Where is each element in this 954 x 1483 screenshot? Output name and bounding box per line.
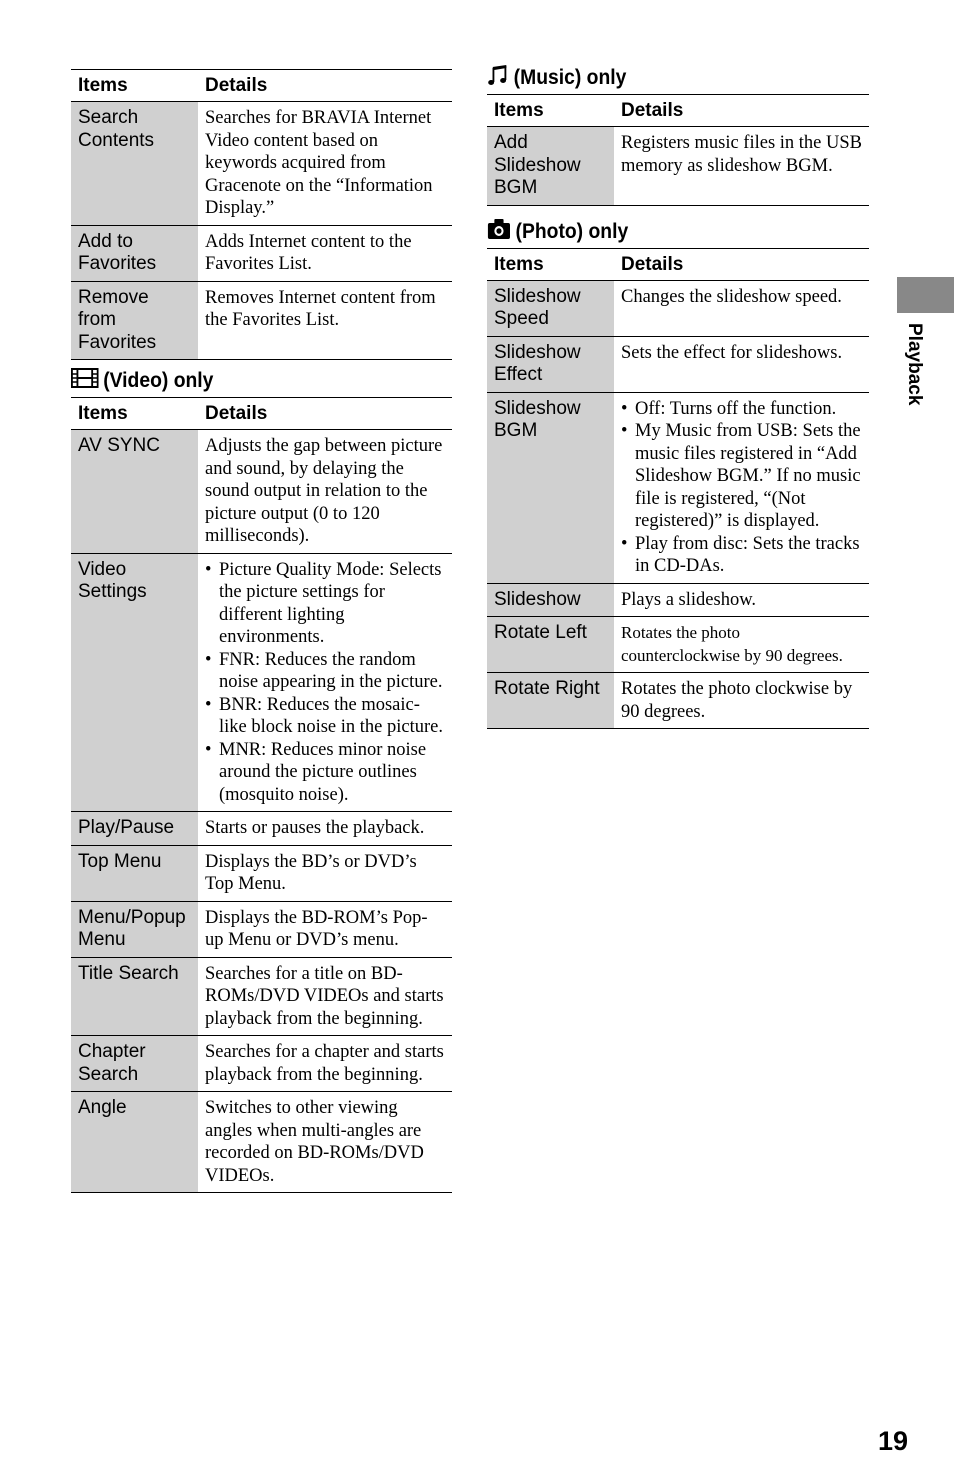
table-row (487, 127, 869, 206)
detail-cell: Adjusts the gap between picture and sound, by delaying the sound output in relation to the picture output (0 to 120 milliseconds). (205, 436, 443, 546)
table-row (487, 673, 869, 729)
item-cell: Rotate Left (487, 617, 614, 673)
detail-cell: Starts or pauses the playback. (205, 818, 425, 838)
item-cell: Title Search (71, 957, 198, 1036)
list-item: • Play from disc: Sets the tracks in CD-DAs. (621, 533, 862, 578)
table-header-row (71, 398, 452, 430)
detail-cell: Switches to other viewing angles when multi-angles are recorded on BD-ROMs/DVD VIDEOs. (205, 1098, 424, 1186)
photo-section-heading (487, 216, 838, 248)
detail-cell: Displays the BD-ROM’s Pop-up Menu or DVD’s menu. (205, 907, 428, 950)
item-cell: Slideshow Speed (487, 280, 614, 336)
detail-cell: Rotates the photo clockwise by 90 degrees. (621, 679, 853, 722)
table-row (487, 336, 869, 392)
table-row (71, 1036, 452, 1092)
music-section-title: (Music) only (513, 66, 627, 89)
list-item: • BNR: Reduces the mosaic-like block noise in the picture. (205, 694, 445, 739)
item-cell: Angle (71, 1092, 198, 1193)
table-row (71, 225, 452, 281)
chapter-tab-label (890, 322, 930, 406)
details-header: Details (621, 253, 684, 275)
left-column (71, 69, 452, 1193)
table-row (487, 583, 869, 617)
bullet-list (205, 559, 445, 807)
table-row (71, 430, 452, 554)
item-cell: Chapter Search (71, 1036, 198, 1092)
list-item: • MNR: Reduces minor noise around the picture outlines (mosquito noise). (205, 739, 445, 807)
item-cell: Remove from Favorites (71, 281, 198, 360)
detail-cell: Plays a slideshow. (621, 589, 756, 610)
item-cell: Slideshow (487, 583, 614, 617)
video-section-heading (71, 365, 422, 397)
items-header: Items (494, 100, 544, 121)
table-header-row (71, 70, 452, 102)
right-column (487, 62, 869, 729)
list-item: • FNR: Reduces the random noise appearing in the picture. (205, 649, 445, 694)
music-table (487, 94, 869, 206)
table-header-row (487, 95, 869, 127)
bullet-list (621, 398, 862, 578)
table-row (71, 102, 452, 226)
video-section-title: (Video) only (103, 369, 214, 392)
item-cell: Rotate Right (487, 673, 614, 729)
photo-table (487, 248, 869, 730)
items-header: Items (78, 403, 128, 424)
item-cell: AV SYNC (71, 430, 198, 554)
table-row (71, 1092, 452, 1193)
detail-cell: Searches for a chapter and starts playback from the beginning. (205, 1042, 444, 1085)
table-row (487, 617, 869, 673)
video-table (71, 397, 452, 1193)
item-cell: Video Settings (71, 553, 198, 812)
list-item: • Off: Turns off the function. (621, 398, 862, 421)
table-row (71, 281, 452, 360)
detail-cell: Changes the slideshow speed. (621, 286, 842, 307)
general-table (71, 69, 452, 360)
item-cell: Menu/Popup Menu (71, 901, 198, 957)
items-header: Items (78, 75, 128, 96)
detail-cell: Sets the effect for slideshows. (621, 342, 843, 363)
table-row (487, 392, 869, 583)
table-row (71, 957, 452, 1036)
table-row (71, 812, 452, 846)
list-item: • Picture Quality Mode: Selects the picture settings for different lighting environments. (205, 559, 445, 649)
chapter-tab-text: Playback (904, 323, 925, 406)
table-row (487, 280, 869, 336)
item-cell: Add Slideshow BGM (487, 127, 614, 206)
music-note-icon (487, 63, 514, 93)
table-row (71, 553, 452, 812)
detail-cell: Removes Internet content from the Favorites List. (205, 287, 436, 330)
items-header: Items (494, 253, 544, 275)
detail-cell: Rotates the photo counterclockwise by 90 degrees. (621, 623, 843, 665)
detail-cell (198, 553, 452, 812)
details-header: Details (205, 403, 268, 424)
detail-cell (614, 392, 869, 583)
detail-cell: Searches for a title on BD-ROMs/DVD VIDEOs and starts playback from the beginning. (205, 963, 444, 1029)
table-row (71, 845, 452, 901)
details-header: Details (205, 75, 268, 96)
page-number: 19 (878, 1426, 909, 1456)
music-section-heading (487, 62, 838, 94)
item-cell: Add to Favorites (71, 225, 198, 281)
detail-cell: Adds Internet content to the Favorites List. (205, 231, 412, 274)
detail-cell: Registers music files in the USB memory as slideshow BGM. (621, 133, 862, 176)
list-item: • My Music from USB: Sets the music files registered in “Add Slideshow BGM.” If no music file is registered, “(Not registered)” is displayed. (621, 420, 862, 533)
detail-cell: Searches for BRAVIA Internet Video content based on keywords acquired from Gracenote on the “Information Display.” (205, 108, 433, 218)
chapter-tab-marker (897, 277, 954, 313)
photo-section-title: (Photo) only (515, 219, 629, 243)
film-icon (71, 367, 103, 395)
table-header-row (487, 248, 869, 280)
camera-icon (487, 218, 516, 246)
item-cell: Top Menu (71, 845, 198, 901)
item-cell: Play/Pause (71, 812, 198, 846)
table-row (71, 901, 452, 957)
item-cell: Slideshow Effect (487, 336, 614, 392)
details-header: Details (621, 100, 684, 121)
item-cell: Slideshow BGM (487, 392, 614, 583)
item-cell: Search Contents (71, 102, 198, 226)
detail-cell: Displays the BD’s or DVD’s Top Menu. (205, 851, 417, 894)
